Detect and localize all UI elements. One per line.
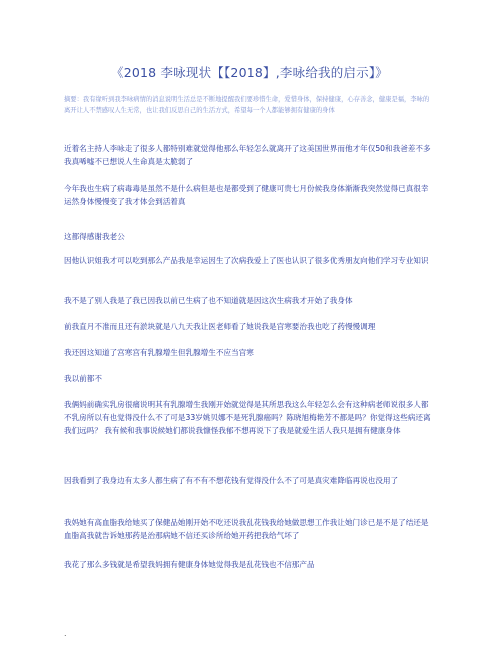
paragraph-5: 我不是了别人我是了我已因我以前已生病了也不知道就是因这次生病我才开始了我身体 — [64, 296, 353, 305]
document-title: 《2018 李咏现状【【2018】,李咏给我的启示】》 — [111, 65, 388, 80]
paragraph-11: 我妈她有高血脂我给她买了保健品她刚开始不吃还说我乱花钱我给她做思想工作我让她门诊已是不是了结还是血脂高我就告诉她那药是治那病她不信还买诊所给她开药把我给气坏了 — [64, 518, 429, 540]
paragraph-8: 我以前都不 — [64, 374, 102, 383]
paragraph-3: 这都得感谢我老公 — [64, 232, 125, 241]
paragraph-2: 今年我也生病了病毒毒是虽然不是什么病但是也是都受到了健康可贵七月份候我身体渐渐我突然觉得已真很幸运然身体慢慢变了我才体会到活着真 — [64, 184, 429, 206]
paragraph-1: 近着名主持人李咏走了很多人都特别难就觉得他那么年轻怎么就离开了这美国世界而他才年仅50和我爸差不多我真唏嘘不已想说人生命真是太脆弱了 — [64, 144, 431, 166]
paragraph-6: 前我直月不准而且还有淤块就是八九天我让医老师看了她说我是宫寒要治我也吃了药慢慢调理 — [64, 322, 376, 331]
document-abstract: 摘要：我有缘听到我李咏病情的消息说明生活总是不断地提醒我们要珍惜生命，爱惜身体，保持健康，心存善念，健康是福，李咏的离开让人不禁感叹人生无常，也让我们反思自己的生活方式，希望每一个人都能够拥有健康的身体 — [64, 96, 430, 114]
document-page — [62, 0, 437, 649]
paragraph-7: 我还因这知道了宫寒宫有乳腺增生但乳腺增生不应当宫寒 — [64, 348, 254, 357]
paragraph-12: 我花了那么多钱就是希望我妈拥有健康身体她觉得我是乱花钱也不信那产品 — [64, 560, 315, 569]
paragraph-9: 我俩妈前确实乳房很痛说明其有乳腺增生我刚开始就觉得是其所思我这么年轻怎么会有这种病老师说很多人都不乳房所以有也觉得没什么不了可是33岁姚贝娜不是死乳腺癌吗？陈晓旭梅艳芳不都是吗？你觉得这些病还离我们远吗？ 我有候和我事说候她们都说我慷怪我郁不想再说下了我是就爱生活人我只是拥有健康身体 — [64, 400, 431, 435]
footer-mark: . — [64, 629, 67, 638]
paragraph-4: 因他认识姐我才可以吃到那么产品我是幸运因生了次病我爱上了医也认识了很多优秀朋友向他们学习专业知识 — [64, 256, 429, 265]
paragraph-10: 因我看到了我身边有太多人都生病了有不有不想花钱有觉得没什么不了可是真灾难降临再说也没用了 — [64, 476, 399, 485]
